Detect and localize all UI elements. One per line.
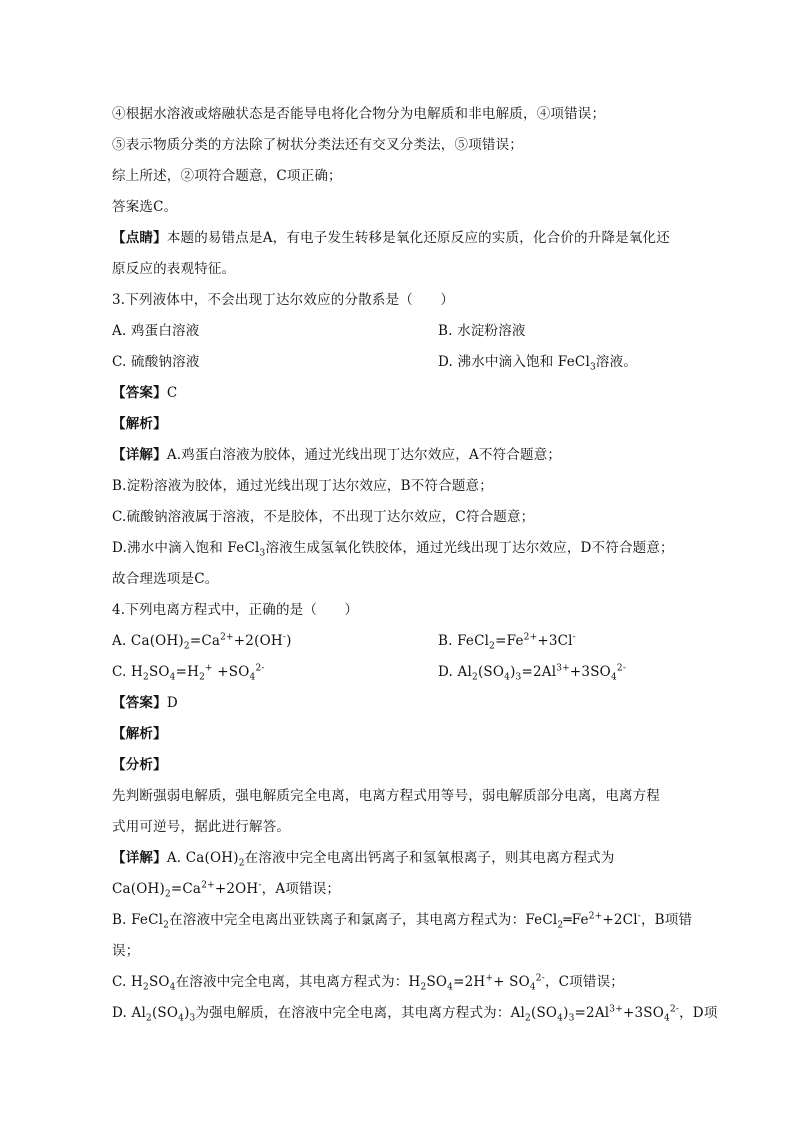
- text: ，B项错: [640, 912, 693, 928]
- answer-line: [112, 694, 684, 712]
- text-line: 先判断强弱电解质，强电解质完全电离，电离方程式用等号，弱电解质部分电离，电离方程: [112, 788, 660, 804]
- text: ，D项: [679, 1005, 718, 1021]
- detail-text: 在溶液中完全电离出钙离子和氢氧根离子，则其电离方程式为: [244, 850, 615, 866]
- formula: B. FeCl$_2$: [112, 912, 170, 931]
- option-a: A. $Ca(OH)_2=Ca^{2+}+2(OH^-)$: [112, 632, 292, 652]
- analysis-subheading: 【分析】: [112, 757, 167, 773]
- text: ，C项错误；: [544, 974, 624, 990]
- text: 溶液生成氢氧化铁胶体，通过光线出现丁达尔效应，D不符合题意；: [265, 540, 674, 556]
- detail-tag: 【详解】: [112, 850, 167, 866]
- text-line: ④根据水溶液或熔融状态是否能导电将化合物分为电解质和非电解质，④项错误；: [112, 106, 606, 122]
- tip-text: 本题的易错点是A，有电子发生转移是氧化还原反应的实质，化合价的升降是氧化还: [166, 230, 670, 246]
- text-line: ⑤表示物质分类的方法除了树状分类法还有交叉分类法，⑤项错误；: [112, 137, 523, 153]
- text-line: B.淀粉溶液为胶体，通过光线出现丁达尔效应，B不符合题意；: [112, 478, 493, 494]
- answer-tag: 【答案】: [112, 695, 167, 711]
- text-line: C.硫酸钠溶液属于溶液，不是胶体，不出现丁达尔效应，C符合题意；: [112, 509, 535, 525]
- formula: A. $Ca(OH)_2$: [166, 850, 245, 869]
- text-line: [112, 911, 693, 931]
- detail-text: A.鸡蛋白溶液为胶体，通过光线出现丁达尔效应，A不符合题意；: [166, 447, 562, 463]
- option-row: [112, 322, 684, 340]
- text-line: [112, 880, 684, 898]
- text-line: 原反应的表观特征。: [112, 261, 236, 277]
- formula: $FeCl_2═Fe^{2+}+2Cl^-$: [525, 911, 641, 931]
- formula: $H_2SO_4=2H^++ SO_4^{2-}$: [408, 973, 545, 993]
- detail-line: [112, 849, 684, 867]
- option-b: B. $FeCl_2=Fe^{2+}+3Cl^-$: [438, 632, 576, 652]
- subscript: 3: [259, 548, 266, 559]
- formula: $Al_2(SO_4)_3=2Al^{3+}+3SO_4^{2-}$: [510, 1004, 680, 1024]
- option-row: [112, 353, 684, 371]
- text: 在溶液中完全电离出亚铁离子和氯离子，其电离方程式为：: [169, 912, 526, 928]
- tip-line: [112, 229, 684, 247]
- option-row: [112, 632, 684, 650]
- subscript: 3: [589, 362, 596, 373]
- text-line: 故合理选项是C。: [112, 571, 219, 587]
- text-line: 误；: [112, 943, 140, 959]
- answer-value: C: [166, 385, 178, 401]
- question-4: 4.下列电离方程式中，正确的是（ ）: [112, 602, 359, 618]
- text: 为强电解质，在溶液中完全电离，其电离方程式为：: [195, 1005, 511, 1021]
- text-line: [112, 1004, 718, 1024]
- analysis-heading: 【解析】: [112, 726, 167, 742]
- formula: D. $Al_2(SO_4)_3$: [112, 1005, 196, 1024]
- option-d-text: 溶液。: [595, 354, 638, 370]
- option-b: B. 水淀粉溶液: [438, 323, 526, 339]
- text-line: [112, 973, 684, 991]
- option-d: [438, 353, 637, 371]
- option-c: C. 硫酸钠溶液: [112, 354, 200, 370]
- text-line: 式用可逆号，据此进行解答。: [112, 819, 291, 835]
- answer-tag: 【答案】: [112, 385, 167, 401]
- text-line: [112, 539, 684, 557]
- formula: $Ca(OH)_2=Ca^{2+}+2OH^-$: [112, 880, 262, 900]
- detail-tag: 【详解】: [112, 447, 167, 463]
- text: ，A项错误；: [261, 881, 341, 897]
- text: D.沸水中滴入饱和 FeCl: [112, 540, 260, 556]
- question-3: 3.下列液体中，不会出现丁达尔效应的分散系是（ ）: [112, 292, 455, 308]
- detail-line: [112, 446, 684, 464]
- tip-tag: 【点睛】: [112, 230, 167, 246]
- option-c: C. $H_2SO_4=H_2^+ +SO_4^{2-}$: [112, 663, 265, 683]
- text: 在溶液中完全电离，其电离方程式为：: [175, 974, 409, 990]
- option-d: D. $Al_2(SO_4)_3=2Al^{3+}+3SO_4^{2-}$: [438, 663, 627, 683]
- option-d-text: D. 沸水中滴入饱和 FeCl: [438, 354, 590, 370]
- formula: C. $H_2SO_4$: [112, 974, 176, 993]
- option-a: A. 鸡蛋白溶液: [112, 323, 200, 339]
- analysis-heading: 【解析】: [112, 416, 167, 432]
- text-line: 综上所述，②项符合题意，C项正确；: [112, 168, 342, 184]
- option-row: [112, 663, 684, 681]
- text-line: 答案选C。: [112, 199, 178, 215]
- answer-value: D: [166, 695, 178, 711]
- answer-line: [112, 384, 684, 402]
